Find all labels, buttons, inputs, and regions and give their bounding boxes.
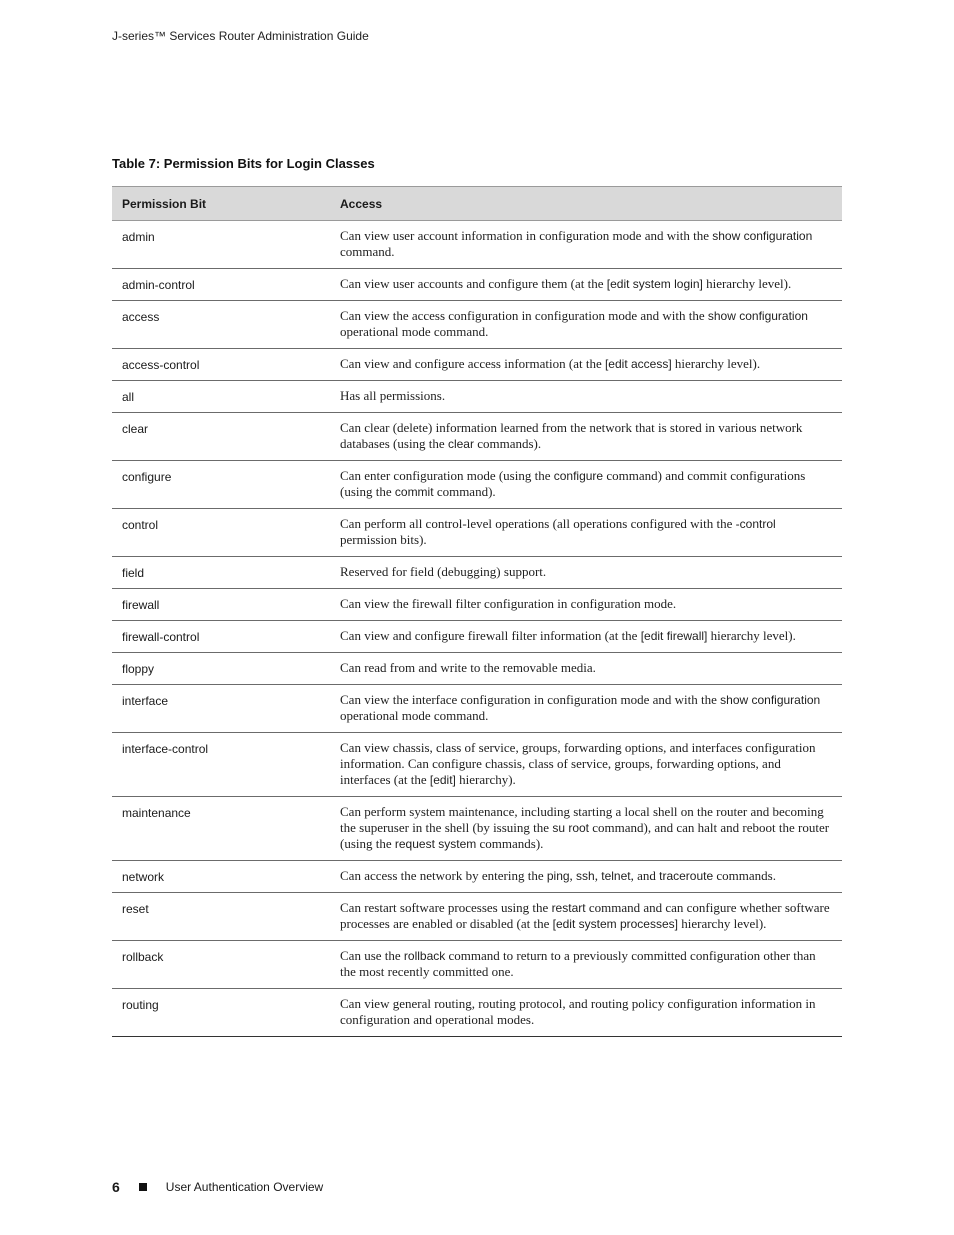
description-text: operational mode command. (340, 708, 489, 723)
description-text: command). (433, 484, 496, 499)
permission-bit-cell: field (112, 557, 330, 589)
command-text: show configuration (720, 693, 821, 707)
access-description-cell (330, 685, 842, 733)
permission-bit-cell: firewall-control (112, 621, 330, 653)
command-text: [edit system login] (606, 277, 703, 291)
access-description-cell (330, 381, 842, 413)
description-text: operational mode command. (340, 324, 489, 339)
table-row (112, 893, 842, 941)
command-text: rollback (403, 949, 446, 963)
page-footer (112, 1179, 323, 1195)
description-text: permission bits). (340, 532, 427, 547)
table-row (112, 269, 842, 301)
table-row (112, 733, 842, 797)
description-text: hierarchy). (455, 772, 516, 787)
description-text: Can read from and write to the removable media. (340, 660, 596, 675)
table-caption: Table 7: Permission Bits for Login Classes (112, 156, 375, 171)
table-row (112, 509, 842, 557)
command-text: clear (447, 437, 474, 451)
table-row (112, 589, 842, 621)
access-description-cell (330, 989, 842, 1037)
description-text: Can view the access configuration in configuration mode and with the (340, 308, 708, 323)
description-text: Can view chassis, class of service, groups, forwarding options, and interfaces configuration information. Can configure chassis, class of service, groups, forwarding options, and interfaces (at the (340, 740, 816, 787)
description-text: Can view and configure access information (at the (340, 356, 605, 371)
permission-bit-cell: rollback (112, 941, 330, 989)
command-text: configure (553, 469, 604, 483)
access-description-cell (330, 557, 842, 589)
permission-bit-cell: maintenance (112, 797, 330, 861)
description-text: hierarchy level). (707, 628, 796, 643)
description-text: , (594, 868, 602, 883)
description-text: Can perform system maintenance, including starting a local shell on the router and becoming the superuser in the shell (by issuing the (340, 804, 824, 835)
column-header-access: Access (330, 187, 842, 221)
permission-bit-cell: control (112, 509, 330, 557)
command-text: request system (394, 837, 477, 851)
description-text: Reserved for field (debugging) support. (340, 564, 547, 579)
access-description-cell (330, 653, 842, 685)
access-description-cell (330, 413, 842, 461)
table-row (112, 621, 842, 653)
table-row (112, 685, 842, 733)
permission-bit-cell: all (112, 381, 330, 413)
access-description-cell (330, 861, 842, 893)
permission-bit-cell: access (112, 301, 330, 349)
description-text: Can view user accounts and configure them (at the (340, 276, 607, 291)
permission-bit-cell: admin (112, 221, 330, 269)
column-header-permission-bit: Permission Bit (112, 187, 330, 221)
permission-bit-cell: clear (112, 413, 330, 461)
table-row (112, 349, 842, 381)
description-text: commands). (476, 836, 544, 851)
description-text: command and can configure whether software processes are enabled or disabled (at the (340, 900, 830, 931)
description-text: command) and commit configurations (using the (340, 468, 806, 499)
table-row (112, 797, 842, 861)
table-row (112, 989, 842, 1037)
description-text: Can use the (340, 948, 404, 963)
access-description-cell (330, 893, 842, 941)
table-header-row (112, 187, 842, 221)
command-text: restart (551, 901, 586, 915)
description-text: Can enter configuration mode (using the (340, 468, 554, 483)
command-text: [edit firewall] (640, 629, 708, 643)
access-description-cell (330, 349, 842, 381)
table-row (112, 861, 842, 893)
permission-bit-cell: reset (112, 893, 330, 941)
access-description-cell (330, 589, 842, 621)
permission-bits-table (112, 186, 842, 1037)
description-text: command. (340, 244, 395, 259)
table-row (112, 941, 842, 989)
permission-bit-cell: access-control (112, 349, 330, 381)
table-row (112, 653, 842, 685)
table-row (112, 557, 842, 589)
description-text: Can view the firewall filter configuration in configuration mode. (340, 596, 677, 611)
command-text: -control (735, 517, 776, 531)
command-text: telnet (601, 869, 631, 883)
square-bullet-icon (139, 1183, 147, 1191)
description-text: Can view general routing, routing protocol, and routing policy configuration information in configuration and operational modes. (340, 996, 816, 1027)
footer-section-title: User Authentication Overview (165, 1180, 324, 1194)
table-row (112, 301, 842, 349)
command-text: [edit system processes] (552, 917, 678, 931)
command-text: show configuration (707, 309, 808, 323)
description-text: hierarchy level). (678, 916, 767, 931)
command-text: traceroute (659, 869, 714, 883)
access-description-cell (330, 509, 842, 557)
access-description-cell (330, 621, 842, 653)
command-text: [edit access] (604, 357, 672, 371)
access-description-cell (330, 301, 842, 349)
permission-bit-cell: routing (112, 989, 330, 1037)
table-row (112, 413, 842, 461)
access-description-cell (330, 797, 842, 861)
permission-bit-cell: firewall (112, 589, 330, 621)
access-description-cell (330, 461, 842, 509)
description-text: commands). (473, 436, 542, 451)
permission-bit-cell: interface-control (112, 733, 330, 797)
permission-bit-cell: configure (112, 461, 330, 509)
description-text: Can view and configure firewall filter information (at the (340, 628, 641, 643)
command-text: ssh (576, 869, 595, 883)
permission-bit-cell: network (112, 861, 330, 893)
command-text: [edit] (429, 773, 456, 787)
table-row (112, 221, 842, 269)
access-description-cell (330, 733, 842, 797)
description-text: Can view user account information in configuration mode and with the (340, 228, 713, 243)
command-text: commit (394, 485, 434, 499)
access-description-cell (330, 941, 842, 989)
permission-bit-cell: floppy (112, 653, 330, 685)
table-row (112, 381, 842, 413)
page-number: 6 (112, 1179, 120, 1195)
description-text: commands. (713, 868, 776, 883)
access-description-cell (330, 221, 842, 269)
description-text: , and (630, 868, 660, 883)
description-text: Has all permissions. (340, 388, 446, 403)
access-description-cell (330, 269, 842, 301)
command-text: ping (546, 869, 570, 883)
description-text: Can access the network by entering the (340, 868, 547, 883)
description-text: Can restart software processes using the (340, 900, 552, 915)
command-text: su root (552, 821, 589, 835)
description-text: hierarchy level). (671, 356, 761, 371)
description-text: hierarchy level). (702, 276, 792, 291)
table-row (112, 461, 842, 509)
permission-bit-cell: admin-control (112, 269, 330, 301)
running-header: J-series™ Services Router Administration Guide (112, 29, 369, 43)
description-text: command to return to a previously committed configuration other than the most recently committed one. (340, 948, 816, 979)
description-text: Can view the interface configuration in configuration mode and with the (340, 692, 721, 707)
description-text: , (569, 868, 577, 883)
description-text: Can perform all control-level operations (all operations configured with the (340, 516, 736, 531)
description-text: command), and can halt and reboot the router (using the (340, 820, 830, 851)
description-text: Can clear (delete) information learned from the network that is stored in various network databases (using the (340, 420, 803, 451)
command-text: show configuration (712, 229, 813, 243)
permission-bit-cell: interface (112, 685, 330, 733)
table-body (112, 221, 842, 1037)
